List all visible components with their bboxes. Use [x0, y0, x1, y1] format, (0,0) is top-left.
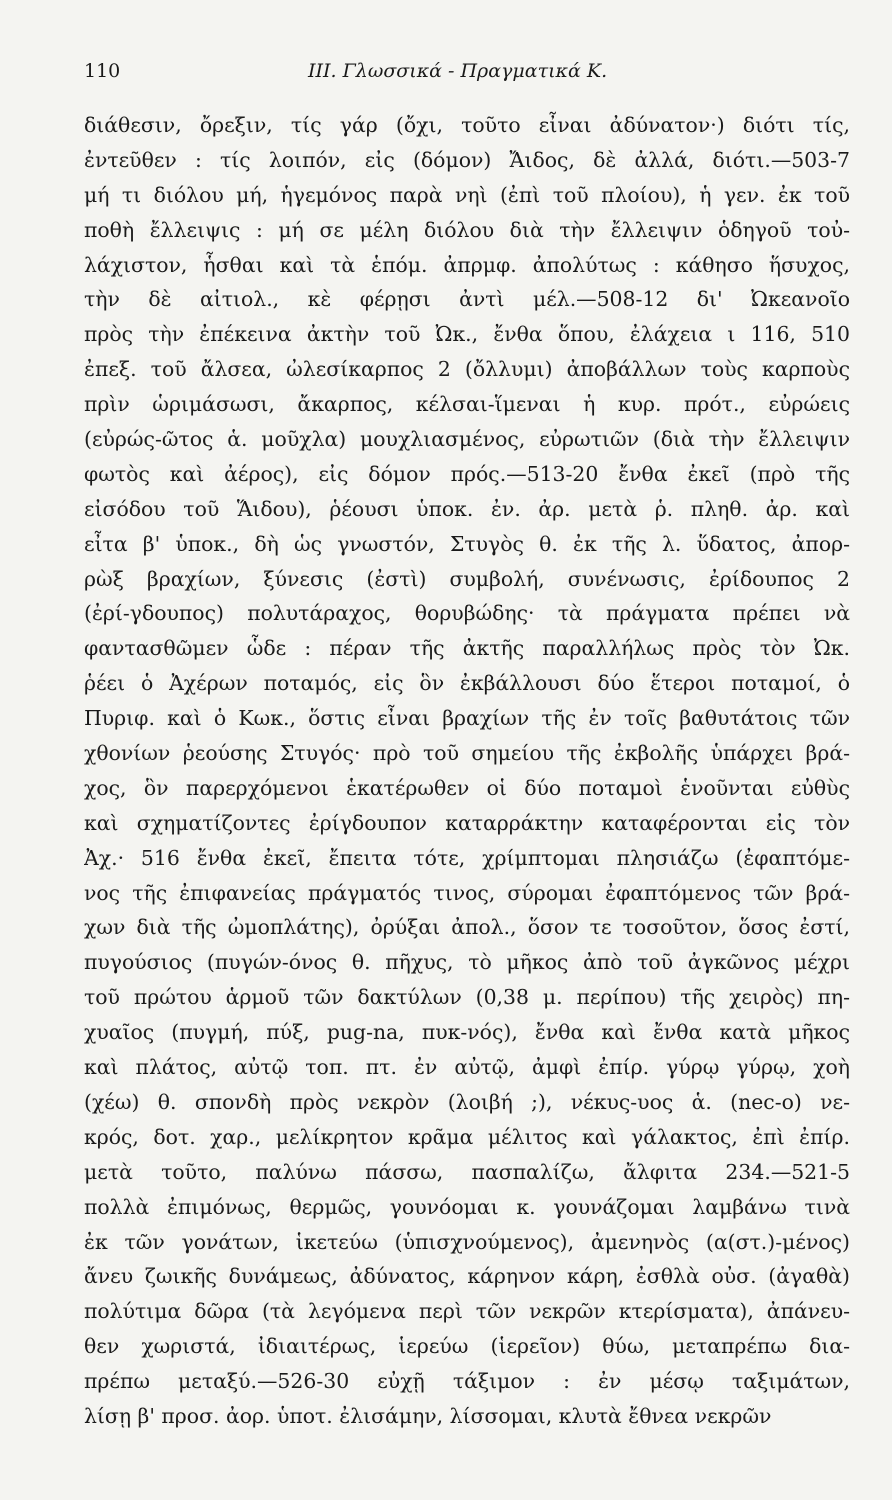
text-line: μετὰ τοῦτο, παλύνω πάσσω, πασπαλίζω, ἄλφιτα 234.—521-5: [84, 1159, 850, 1184]
text-line: χος, ὃν παρερχόμενοι ἑκατέρωθεν οἱ δύο ποταμοὶ ἑνοῦνται εὐθὺς: [84, 775, 850, 800]
commentary-text: [84, 108, 850, 1434]
text-line: εἶτα β' ὑποκ., δὴ ὡς γνωστόν, Στυγὸς θ. ἐκ τῆς λ. ὕδατος, ἀπορ-: [84, 531, 850, 556]
text-line: ἐκ τῶν γονάτων, ἱκετεύω (ὑπισχνούμενος), ἀμενηνὸς (α(στ.)-μένος): [84, 1229, 850, 1254]
text-line: θεν χωριστά, ἰδιαιτέρως, ἱερεύω (ἱερεῖον) θύω, μεταπρέπω δια-: [84, 1334, 850, 1359]
text-line: εἰσόδου τοῦ Ἅιδου), ῥέουσι ὑποκ. ἐν. ἀρ. μετὰ ῥ. πληθ. ἀρ. καὶ: [84, 496, 850, 521]
text-line: νος τῆς ἐπιφανείας πράγματός τινος, σύρομαι ἐφαπτόμενος τῶν βρά-: [84, 880, 850, 905]
text-line: Πυριφ. καὶ ὁ Κωκ., ὅστις εἶναι βραχίων τῆς ἐν τοῖς βαθυτάτοις τῶν: [84, 706, 850, 731]
text-line: τὴν δὲ αἰτιολ., κὲ φέρῃσι ἀντὶ μέλ.—508-12 δι' Ὠκεανοῖο: [84, 287, 850, 312]
text-line: καὶ σχηματίζοντες ἐρίγδουπον καταρράκτην καταφέρονται εἰς τὸν: [84, 810, 850, 835]
text-line: φαντασθῶμεν ὧδε : πέραν τῆς ἀκτῆς παραλλήλως πρὸς τὸν Ὠκ.: [84, 636, 850, 661]
text-line: (χέω) θ. σπονδὴ πρὸς νεκρὸν (λοιβή ;), νέκυς-υος ἁ. (nec-o) νε-: [84, 1089, 850, 1114]
text-line: ρὼξ βραχίων, ξύνεσις (ἐστὶ) συμβολή, συνένωσις, ἐρίδουπος 2: [84, 566, 850, 591]
page-header: [84, 60, 850, 92]
text-line: κρός, δοτ. χαρ., μελίκρητον κρᾶμα μέλιτος καὶ γάλακτος, ἐπὶ ἐπίρ.: [84, 1124, 850, 1149]
text-line: πρὸς τὴν ἐπέκεινα ἀκτὴν τοῦ Ὠκ., ἔνθα ὅπου, ἐλάχεια ι 116, 510: [84, 322, 850, 347]
text-line: μή τι διόλου μή, ἡγεμόνος παρὰ νηὶ (ἐπὶ τοῦ πλοίου), ἡ γεν. ἐκ τοῦ: [84, 182, 850, 207]
text-line: (εὐρώς-ῶτος ἁ. μοῦχλα) μουχλιασμένος, εὐρωτιῶν (διὰ τὴν ἔλλειψιν: [84, 427, 850, 452]
text-line: πρέπω μεταξύ.—526-30 εὐχῇ τάξιμον : ἐν μέσῳ ταξιμάτων,: [84, 1369, 850, 1394]
text-line: λίσῃ β' προσ. ἀορ. ὑποτ. ἐλισάμην, λίσσομαι, κλυτὰ ἔθνεα νεκρῶν: [84, 1403, 772, 1428]
text-line: χθονίων ῥεούσης Στυγός· πρὸ τοῦ σημείου τῆς ἐκβολῆς ὑπάρχει βρά-: [84, 741, 850, 766]
page-number: 110: [84, 60, 121, 82]
text-line: ἐντεῦθεν : τίς λοιπόν, εἰς (δόμον) Ἄιδος, δὲ ἀλλά, διότι.—503-7: [84, 147, 850, 172]
text-line: τοῦ πρώτου ἁρμοῦ τῶν δακτύλων (0,38 μ. περίπου) τῆς χειρὸς) πη-: [84, 985, 850, 1010]
text-line: ἐπεξ. τοῦ ἄλσεα, ὠλεσίκαρπος 2 (ὄλλυμι) ἀποβάλλων τοὺς καρποὺς: [84, 357, 850, 382]
text-line: πυγούσιος (πυγών-όνος θ. πῆχυς, τὸ μῆκος ἀπὸ τοῦ ἀγκῶνος μέχρι: [84, 950, 850, 975]
text-line: καὶ πλάτος, αὐτῷ τοπ. πτ. ἐν αὐτῷ, ἀμφὶ ἐπίρ. γύρῳ γύρῳ, χοὴ: [84, 1055, 850, 1080]
text-line: διάθεσιν, ὄρεξιν, τίς γάρ (ὄχι, τοῦτο εἶναι ἀδύνατον·) διότι τίς,: [84, 113, 850, 137]
text-line: χυαῖος (πυγμή, πύξ, pug-na, πυκ-νός), ἔνθα καὶ ἔνθα κατὰ μῆκος: [84, 1020, 850, 1045]
text-line: λάχιστον, ἧσθαι καὶ τὰ ἑπόμ. ἀπρμφ. ἀπολύτως : κάθησο ἥσυχος,: [84, 252, 850, 277]
text-line: ῥέει ὁ Ἀχέρων ποταμός, εἰς ὃν ἐκβάλλουσι δύο ἕτεροι ποταμοί, ὁ: [84, 671, 850, 696]
running-title: III. Γλωσσικά - Πραγματικά Κ.: [308, 60, 608, 82]
text-line: πολλὰ ἐπιμόνως, θερμῶς, γουνόομαι κ. γουνάζομαι λαμβάνω τινὰ: [84, 1194, 850, 1219]
text-line: φωτὸς καὶ ἀέρος), εἰς δόμον πρός.—513-20 ἔνθα ἐκεῖ (πρὸ τῆς: [84, 461, 850, 486]
text-line: πολύτιμα δῶρα (τὰ λεγόμενα περὶ τῶν νεκρῶν κτερίσματα), ἀπάνευ-: [84, 1299, 850, 1324]
text-line: ποθὴ ἔλλειψις : μή σε μέλη διόλου διὰ τὴν ἔλλειψιν ὁδηγοῦ τοὐ-: [84, 217, 850, 242]
text-line: ἄνευ ζωικῆς δυνάμεως, ἀδύνατος, κάρηνον κάρη, ἐσθλὰ οὐσ. (ἀγαθὰ): [84, 1264, 850, 1289]
text-line: χων διὰ τῆς ὠμοπλάτης), ὀρύξαι ἀπολ., ὅσον τε τοσοῦτον, ὅσος ἐστί,: [84, 915, 850, 940]
text-line: Ἀχ.· 516 ἔνθα ἐκεῖ, ἔπειτα τότε, χρίμπτομαι πλησιάζω (ἐφαπτόμε-: [84, 845, 850, 870]
text-line: πρὶν ὡριμάσωσι, ἄκαρπος, κέλσαι-ἵμεναι ἡ κυρ. πρότ., εὐρώεις: [84, 392, 850, 417]
text-line: (ἐρί-γδουπος) πολυτάραχος, θορυβώδης· τὰ πράγματα πρέπει νὰ: [84, 601, 850, 626]
